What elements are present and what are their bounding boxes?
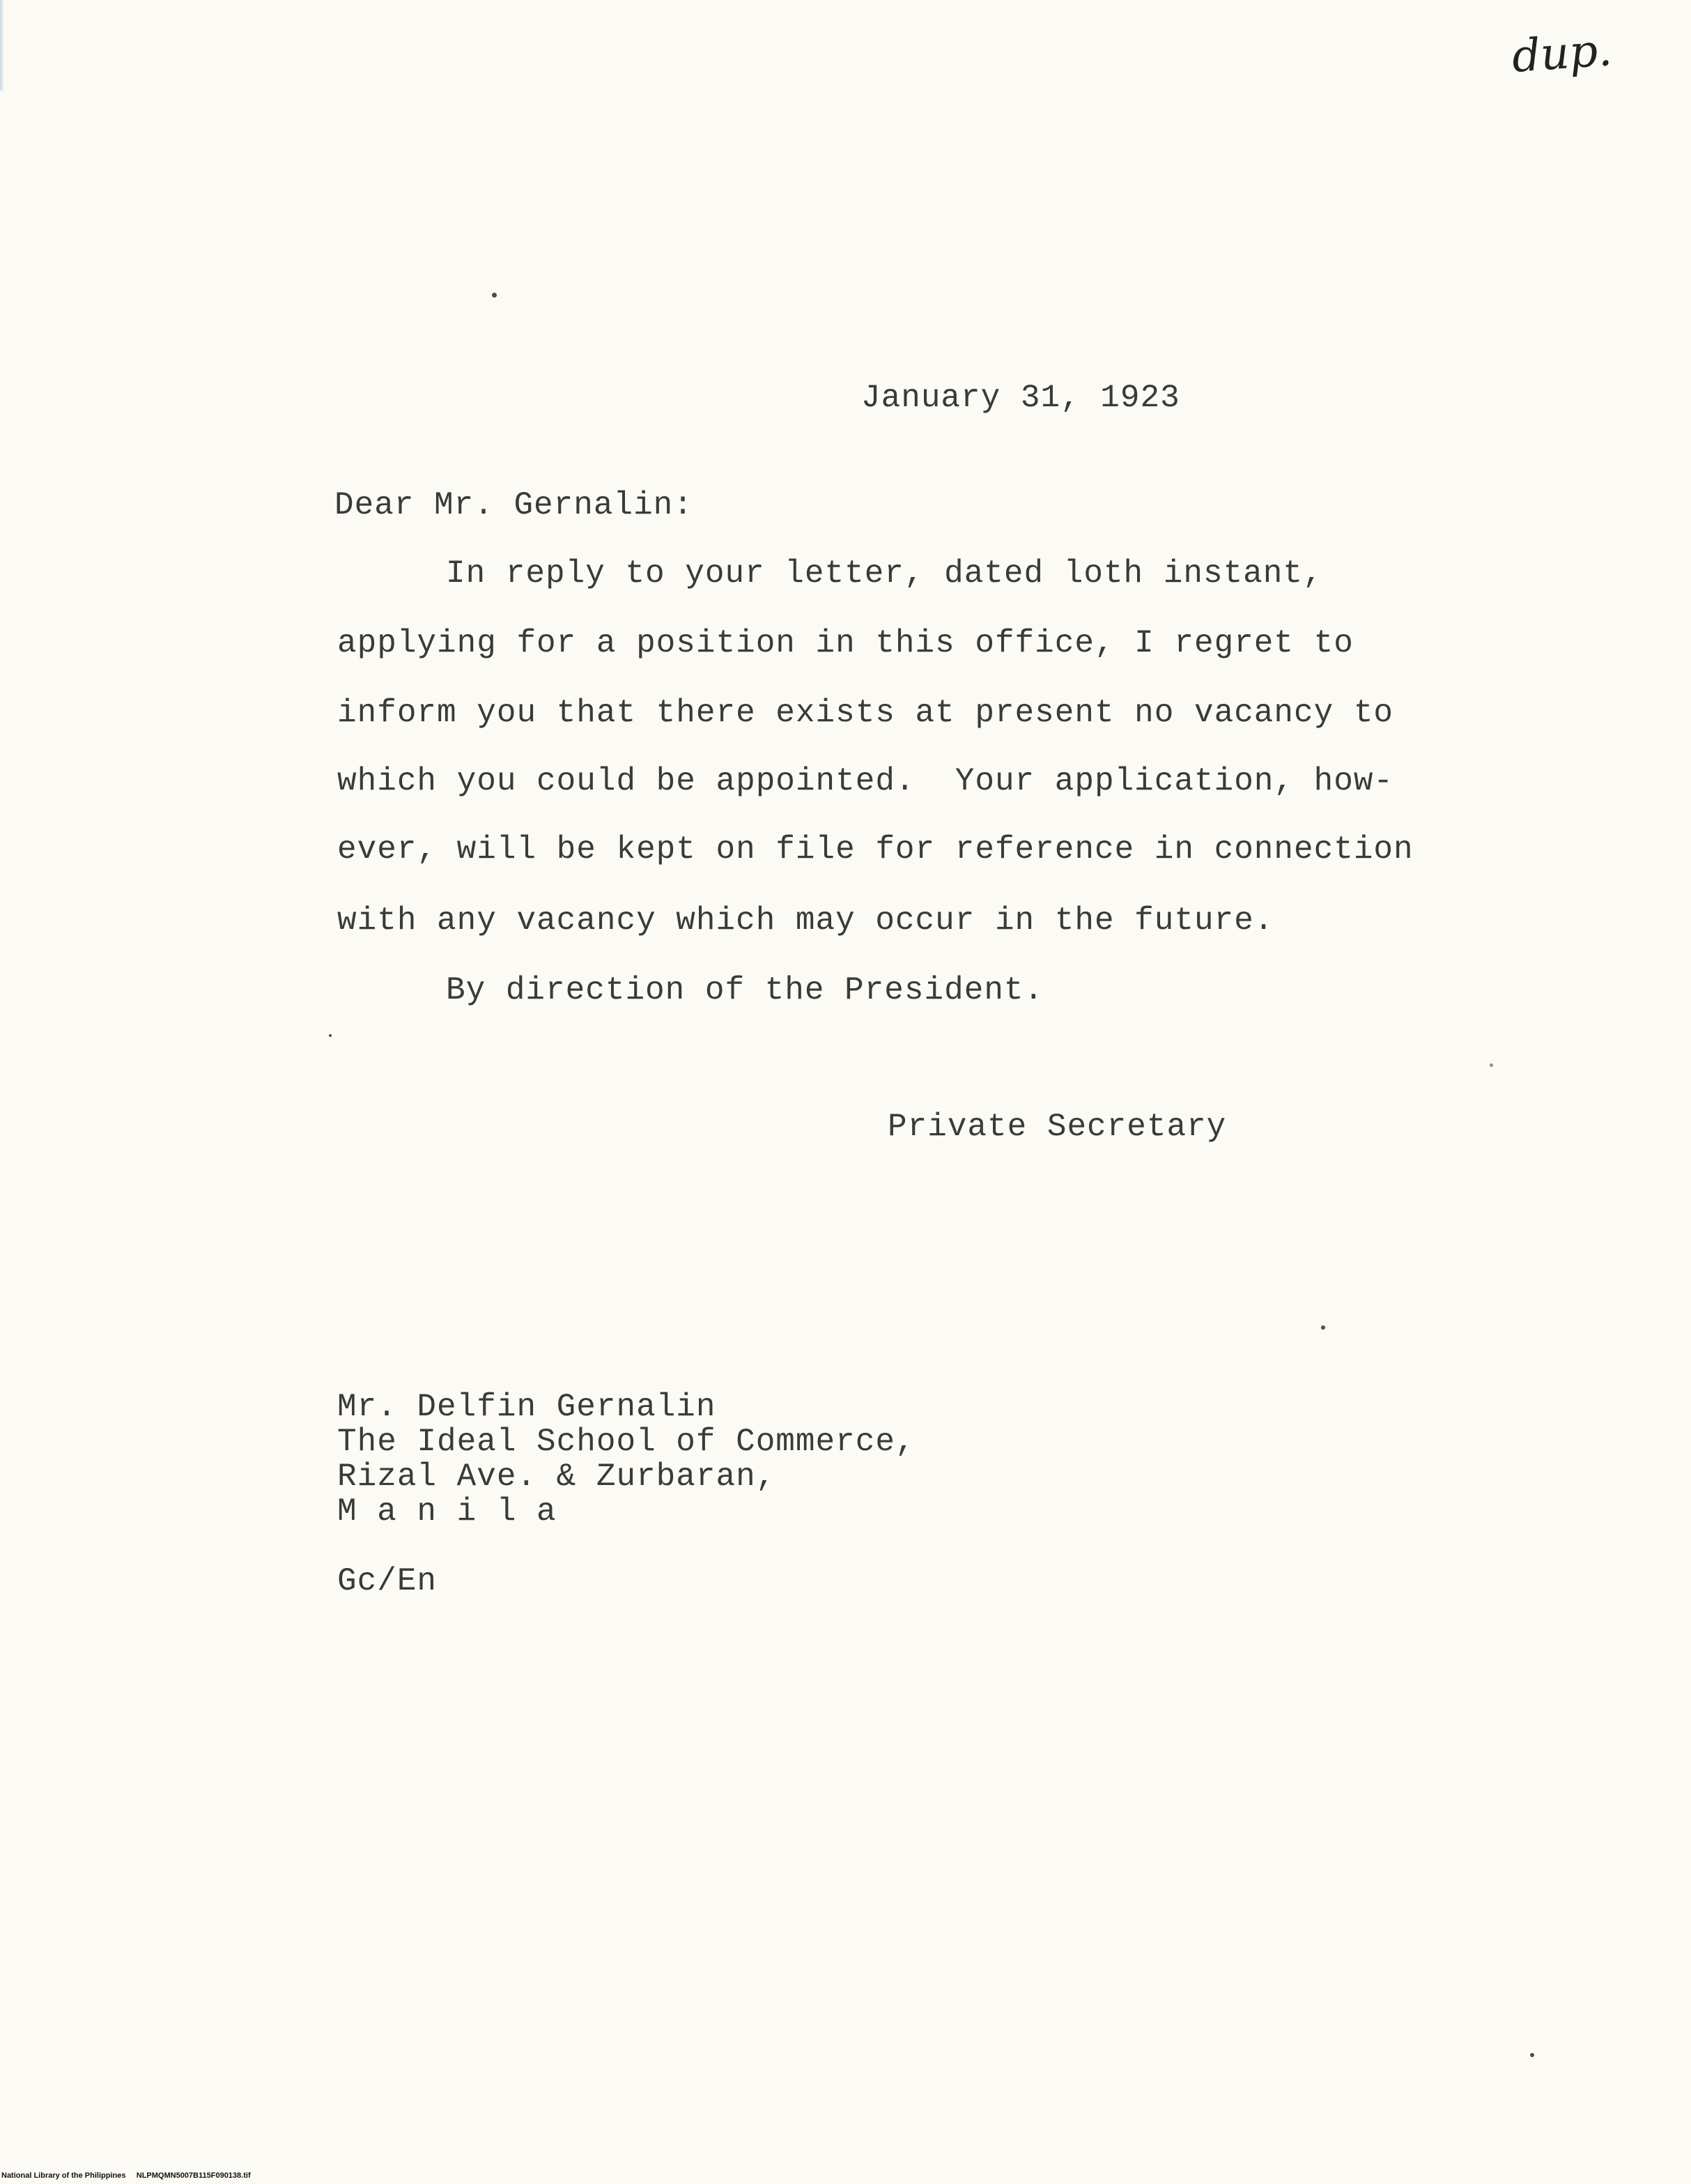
body-line-3: inform you that there exists at present no vacancy to <box>337 695 1394 731</box>
body-line-2: applying for a position in this office, I regret to <box>337 625 1354 661</box>
addressee-city: M a n i l a <box>337 1493 557 1530</box>
paper-speck <box>329 1034 332 1037</box>
body-line-5: ever, will be kept on file for reference in connection <box>337 831 1414 868</box>
paper-speck <box>492 293 497 298</box>
letter-date: January 31, 1923 <box>861 380 1180 416</box>
reference-initials: Gc/En <box>337 1563 438 1599</box>
footer-file-id: NLPMQMN5007B115F090138.tif <box>136 2171 251 2180</box>
body-line-4: which you could be appointed. Your application, how- <box>337 763 1394 799</box>
paper-speck <box>1321 1325 1325 1330</box>
body-line-1: In reply to your letter, dated loth instant, <box>446 555 1323 592</box>
scan-footer <box>1 2171 251 2180</box>
closing-line: By direction of the President. <box>446 972 1044 1008</box>
paper-speck <box>1530 2053 1534 2057</box>
salutation: Dear Mr. Gernalin: <box>334 487 693 523</box>
body-line-6: with any vacancy which may occur in the future. <box>337 902 1274 939</box>
scan-edge <box>0 0 4 91</box>
addressee-name: Mr. Delfin Gernalin <box>337 1389 716 1425</box>
handwritten-annotation: dup. <box>1510 24 1614 83</box>
addressee-street: Rizal Ave. & Zurbaran, <box>337 1459 776 1495</box>
signature-title: Private Secretary <box>888 1109 1227 1145</box>
paper-speck <box>1490 1063 1493 1067</box>
addressee-school: The Ideal School of Commerce, <box>337 1424 916 1460</box>
footer-library: National Library of the Philippines <box>1 2171 126 2180</box>
